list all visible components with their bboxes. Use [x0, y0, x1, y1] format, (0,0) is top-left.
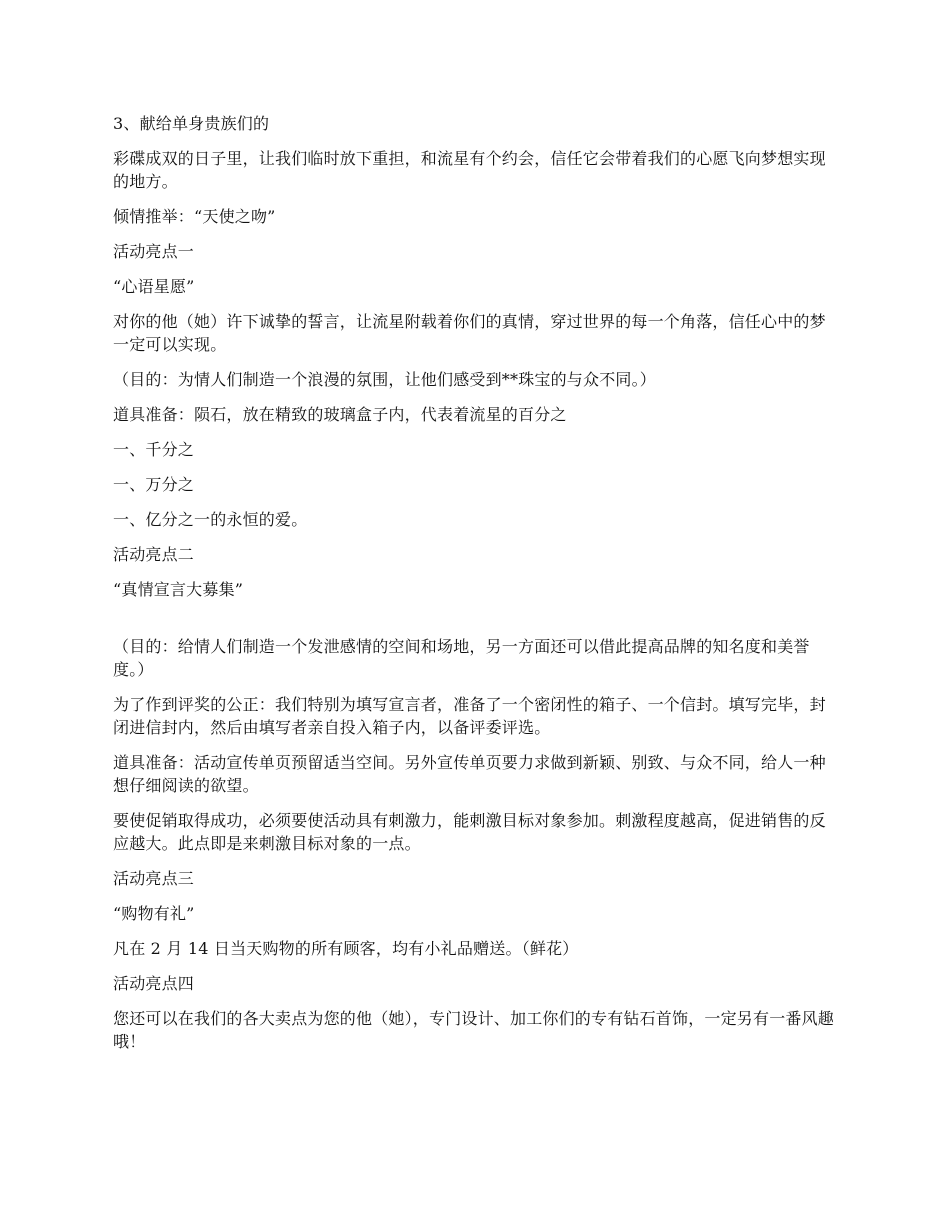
highlight-3-title: “购物有礼” — [113, 904, 195, 923]
highlight-2-purpose: （目的：给情人们制造一个发泄感情的空间和场地，另一方面还可以借此提高品牌的知名度和美誉度。） — [113, 637, 810, 679]
highlight-1-props: 道具准备：陨石，放在精致的玻璃盒子内，代表着流星的百分之 — [113, 405, 567, 424]
props-line-ten-thousandth: 一、万分之 — [113, 475, 195, 494]
props-line-hundred-millionth: 一、亿分之一的永恒的爱。 — [113, 510, 308, 529]
highlight-1-title: “心语星愿” — [113, 277, 195, 296]
highlight-2-heading: 活动亮点二 — [113, 545, 195, 564]
highlight-3-heading: 活动亮点三 — [113, 869, 195, 888]
highlight-3-description: 凡在 2 月 14 日当天购物的所有顾客，均有小礼品赠送。（鲜花） — [113, 939, 579, 958]
section-heading: 3、献给单身贵族们的 — [113, 114, 270, 133]
highlight-4-heading: 活动亮点四 — [113, 974, 195, 993]
highlight-2-props: 道具准备：活动宣传单页预留适当空间。另外宣传单页要力求做到新颖、别致、与众不同，给人一种想仔细阅读的欲望。 — [113, 753, 826, 795]
document-page — [113, 112, 839, 1065]
highlight-2-title: “真情宣言大募集” — [113, 580, 244, 599]
promotion-note: 要使促销取得成功，必须要使活动具有刺激力，能刺激目标对象参加。刺激程度越高，促进销售的反应越大。此点即是来刺激目标对象的一点。 — [113, 811, 826, 853]
recommendation-line: 倾情推举：“天使之吻” — [113, 207, 276, 226]
highlight-1-purpose: （目的：为情人们制造一个浪漫的氛围，让他们感受到**珠宝的与众不同。） — [113, 370, 657, 389]
highlight-1-heading: 活动亮点一 — [113, 242, 195, 261]
highlight-2-fairness: 为了作到评奖的公正：我们特别为填写宣言者，准备了一个密闭性的箱子、一个信封。填写完毕，封闭进信封内，然后由填写者亲自投入箱子内，以备评委评选。 — [113, 695, 826, 737]
props-line-thousandth: 一、千分之 — [113, 440, 195, 459]
highlight-4-description: 您还可以在我们的各大卖点为您的他（她），专门设计、加工你们的专有钻石首饰，一定另有一番风趣哦！ — [113, 1009, 835, 1051]
intro-paragraph: 彩碟成双的日子里，让我们临时放下重担，和流星有个约会，信任它会带着我们的心愿飞向梦想实现的地方。 — [113, 149, 826, 191]
highlight-1-description: 对你的他（她）许下诚挚的誓言，让流星附载着你们的真情，穿过世界的每一个角落，信任心中的梦一定可以实现。 — [113, 312, 826, 354]
